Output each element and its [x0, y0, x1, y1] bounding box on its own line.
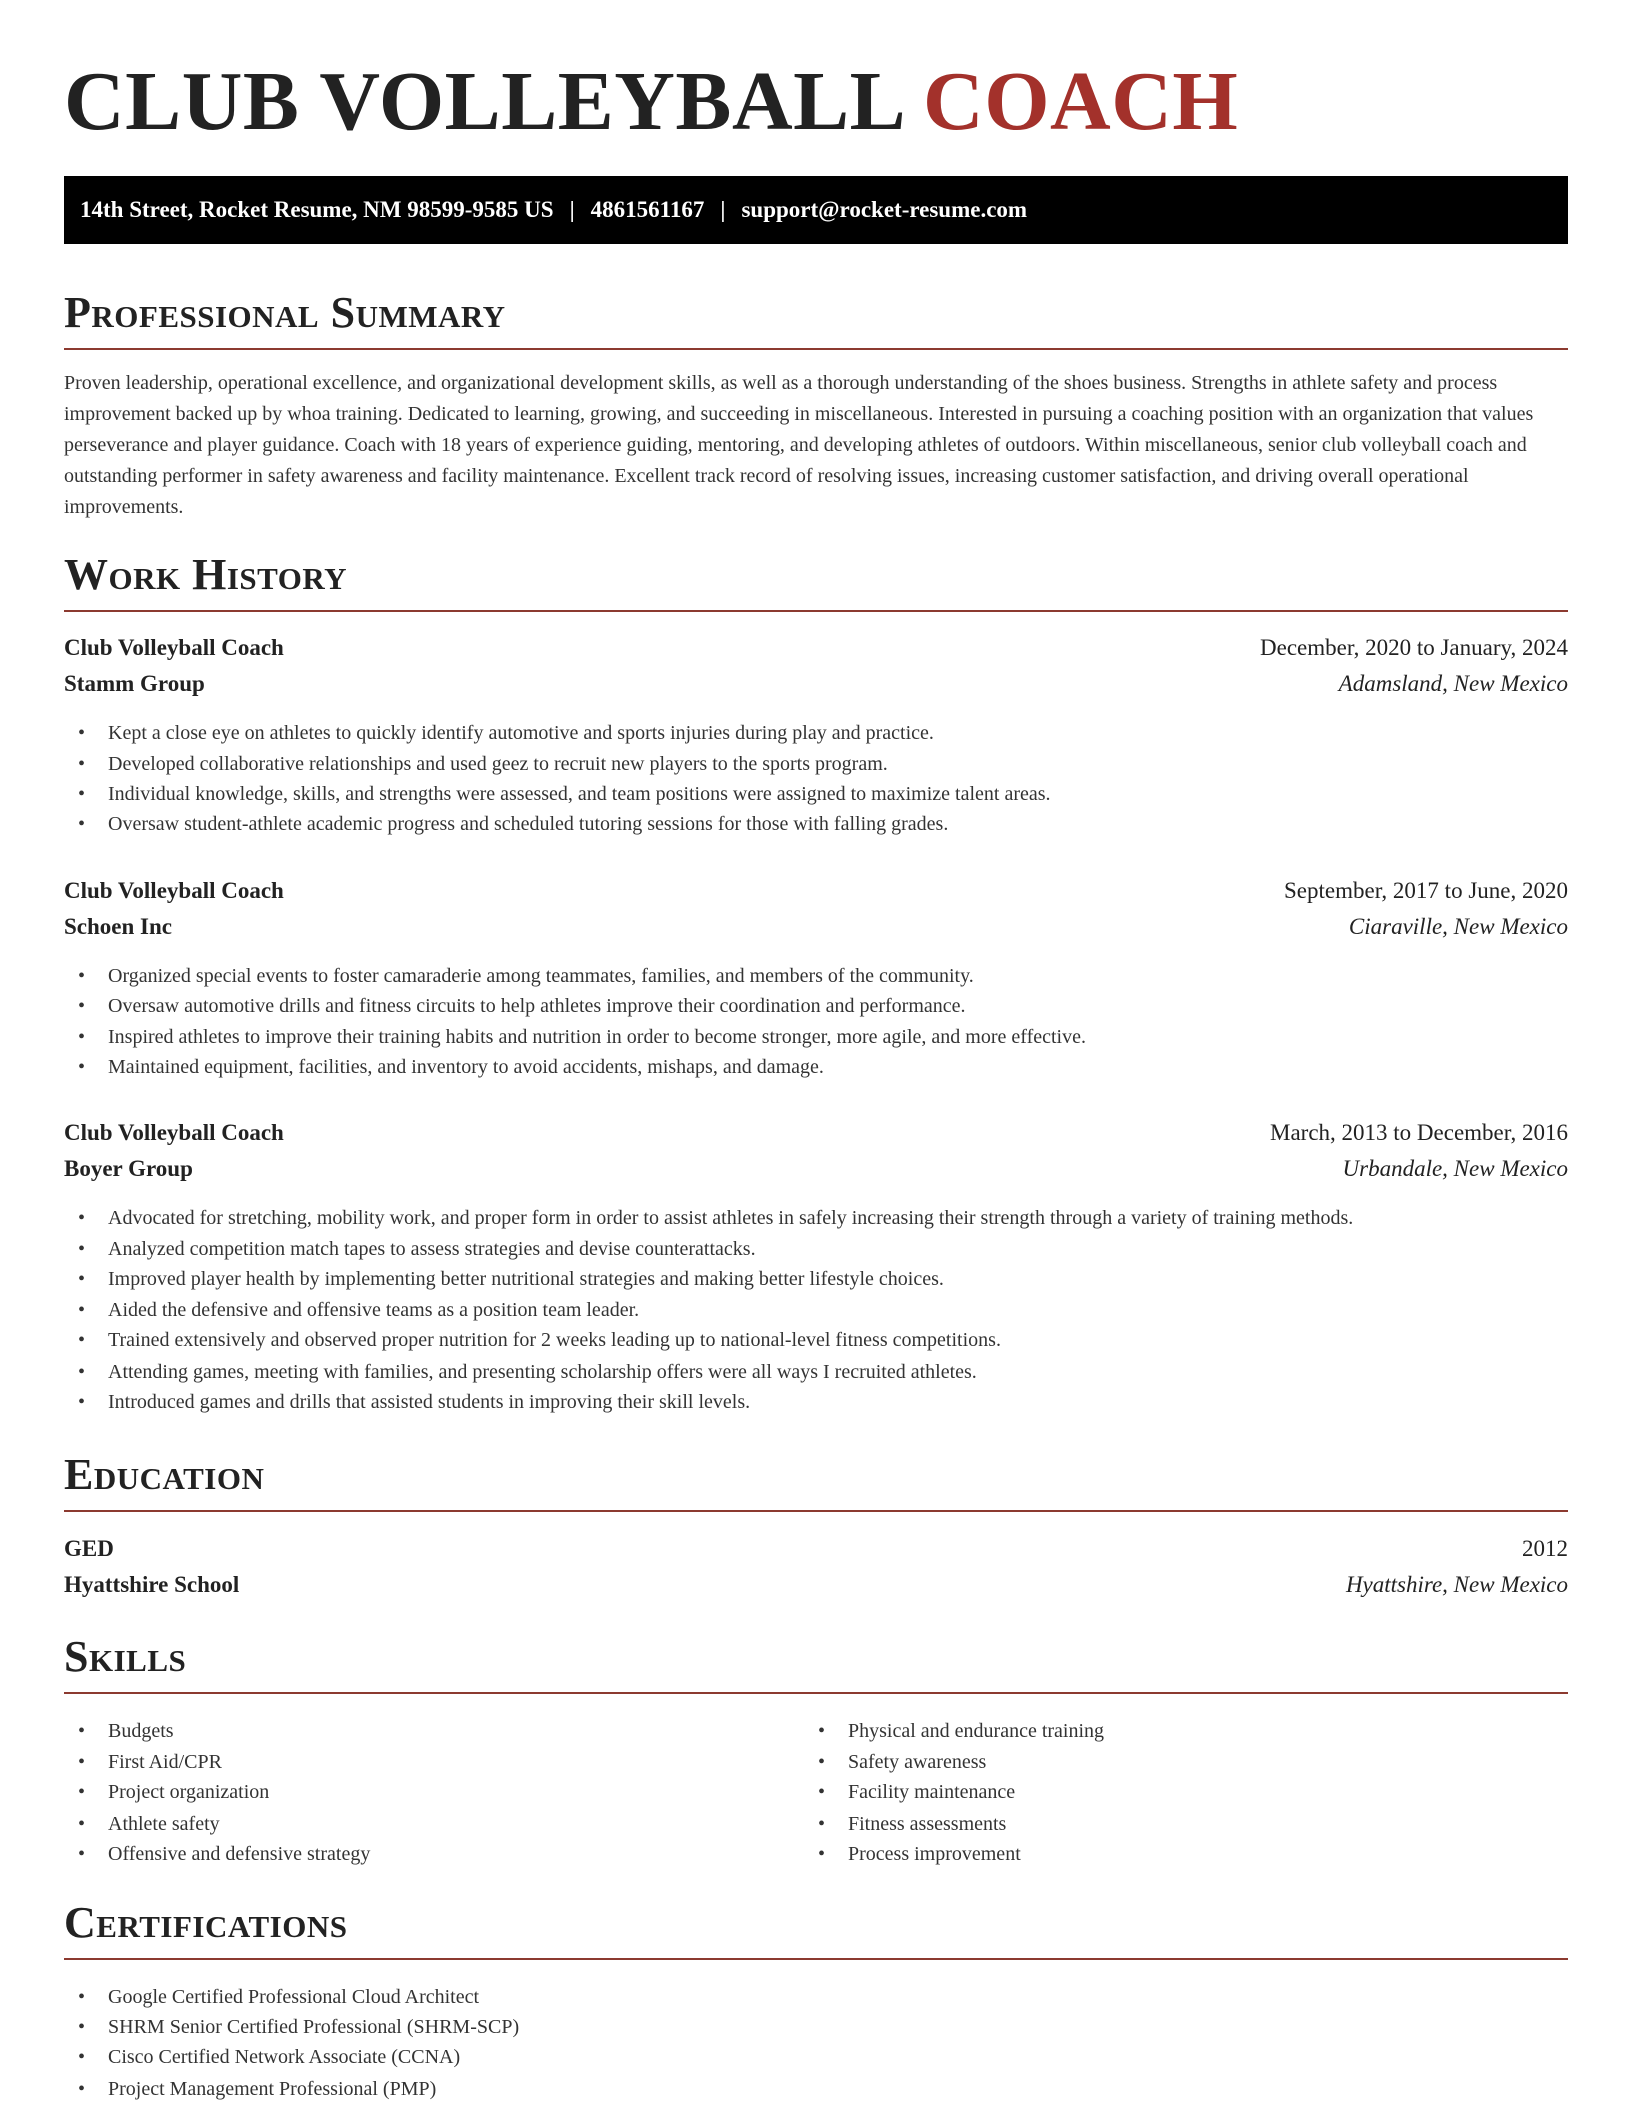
skill-item: • Athlete safety: [64, 1811, 804, 1837]
contact-email: support@rocket-resume.com: [741, 197, 1028, 222]
education-school: Hyattshire School: [64, 1572, 240, 1597]
skill-item: • Fitness assessments: [804, 1811, 1544, 1837]
job-dates: March, 2013 to December, 2016: [1270, 1120, 1568, 1145]
section-title-work-history: Work History: [64, 552, 1568, 612]
job-company-row: [64, 670, 1568, 698]
job-dates: September, 2017 to June, 2020: [1284, 878, 1568, 903]
job-bullet: • Developed collaborative relationships and used geez to recruit new players to the sports program.: [64, 751, 1568, 777]
job-company-row: [64, 913, 1568, 941]
skill-item: • Safety awareness: [804, 1749, 1544, 1775]
contact-bar: [64, 176, 1568, 244]
skill-item: • First Aid/CPR: [64, 1749, 804, 1775]
job-location: Urbandale, New Mexico: [1342, 1156, 1568, 1181]
job-company: Schoen Inc: [64, 914, 172, 939]
education-location: Hyattshire, New Mexico: [1345, 1572, 1568, 1597]
skill-item: • Physical and endurance training: [804, 1718, 1544, 1744]
skill-item: • Process improvement: [804, 1841, 1544, 1867]
job-title: Club Volleyball Coach: [64, 1120, 284, 1145]
contact-separator: |: [569, 197, 575, 222]
job-bullet: • Oversaw student-athlete academic progress and scheduled tutoring sessions for those with falling grades.: [64, 811, 1568, 837]
section-title-summary: Professional Summary: [64, 290, 1568, 350]
skill-item: • Facility maintenance: [804, 1779, 1544, 1805]
job-dates: December, 2020 to January, 2024: [1260, 635, 1568, 660]
job-bullet: • Inspired athletes to improve their training habits and nutrition in order to become stronger, more agile, and more effective.: [64, 1024, 1568, 1050]
education-year: 2012: [1522, 1536, 1568, 1561]
contact-address: 14th Street, Rocket Resume, NM 98599-9585 US: [80, 197, 554, 222]
education-degree: GED: [64, 1536, 114, 1561]
resume-title: [64, 52, 1238, 152]
job-location: Ciaraville, New Mexico: [1348, 914, 1568, 939]
job-bullet: • Introduced games and drills that assisted students in improving their skill levels.: [64, 1389, 1568, 1415]
skill-item: • Budgets: [64, 1718, 804, 1744]
certification-item: • Google Certified Professional Cloud Architect: [64, 1984, 1568, 2010]
job-bullet: • Organized special events to foster camaraderie among teammates, families, and members of the community.: [64, 963, 1568, 989]
job-header-row: [64, 1119, 1568, 1147]
title-main: CLUB VOLLEYBALL: [64, 55, 902, 148]
job-header-row: [64, 634, 1568, 662]
certification-item: • SHRM Senior Certified Professional (SHRM-SCP): [64, 2014, 1568, 2040]
education-school-row: [64, 1571, 1568, 1599]
job-bullet: • Aided the defensive and offensive teams as a position team leader.: [64, 1297, 1568, 1323]
section-title-skills: Skills: [64, 1634, 1568, 1694]
title-accent: COACH: [923, 55, 1239, 148]
job-header-row: [64, 877, 1568, 905]
job-bullet: • Trained extensively and observed proper nutrition for 2 weeks leading up to national-level fitness competitions.: [64, 1327, 1568, 1353]
section-title-certifications: Certifications: [64, 1900, 1568, 1960]
skill-item: • Offensive and defensive strategy: [64, 1841, 804, 1867]
job-bullet: • Attending games, meeting with families, and presenting scholarship offers were all ways I recruited athletes.: [64, 1359, 1568, 1385]
job-bullet: • Kept a close eye on athletes to quickly identify automotive and sports injuries during play and practice.: [64, 720, 1568, 746]
job-location: Adamsland, New Mexico: [1338, 671, 1568, 696]
job-title: Club Volleyball Coach: [64, 635, 284, 660]
skill-item: • Project organization: [64, 1779, 804, 1805]
job-bullet: • Individual knowledge, skills, and strengths were assessed, and team positions were assigned to maximize talent areas.: [64, 781, 1568, 807]
job-bullet: • Maintained equipment, facilities, and inventory to avoid accidents, mishaps, and damage.: [64, 1054, 1568, 1080]
contact-separator: |: [720, 197, 726, 222]
job-bullet: • Analyzed competition match tapes to assess strategies and devise counterattacks.: [64, 1236, 1568, 1262]
job-bullet: • Improved player health by implementing better nutritional strategies and making better lifestyle choices.: [64, 1266, 1568, 1292]
contact-phone: 4861561167: [590, 197, 705, 222]
job-title: Club Volleyball Coach: [64, 878, 284, 903]
job-bullet: • Advocated for stretching, mobility work, and proper form in order to assist athletes in safely increasing their strength through a variety of training methods.: [64, 1205, 1568, 1231]
job-company: Boyer Group: [64, 1156, 193, 1181]
section-title-education: Education: [64, 1452, 1568, 1512]
job-company: Stamm Group: [64, 671, 205, 696]
job-company-row: [64, 1155, 1568, 1183]
certification-item: • Project Management Professional (PMP): [64, 2076, 1568, 2102]
job-bullet: • Oversaw automotive drills and fitness circuits to help athletes improve their coordination and performance.: [64, 993, 1568, 1019]
certification-item: • Cisco Certified Network Associate (CCNA): [64, 2044, 1568, 2070]
education-header-row: [64, 1535, 1568, 1563]
summary-text: Proven leadership, operational excellence, and organizational development skills, as well as a thorough understanding of the shoes business. Strengths in athlete safety and process improvement backed up by whoa training. Dedicated to learning, growing, and succeeding in miscellaneous. Interested in pursuing a coaching position with an organization that values perseverance and player guidance. Coach with 18 years of experience guiding, mentoring, and developing athletes of outdoors. Within miscellaneous, senior club volleyball coach and outstanding performer in safety awareness and facility maintenance. Excellent track record of resolving issues, increasing customer satisfaction, and driving overall operational improvements.: [64, 372, 1534, 518]
